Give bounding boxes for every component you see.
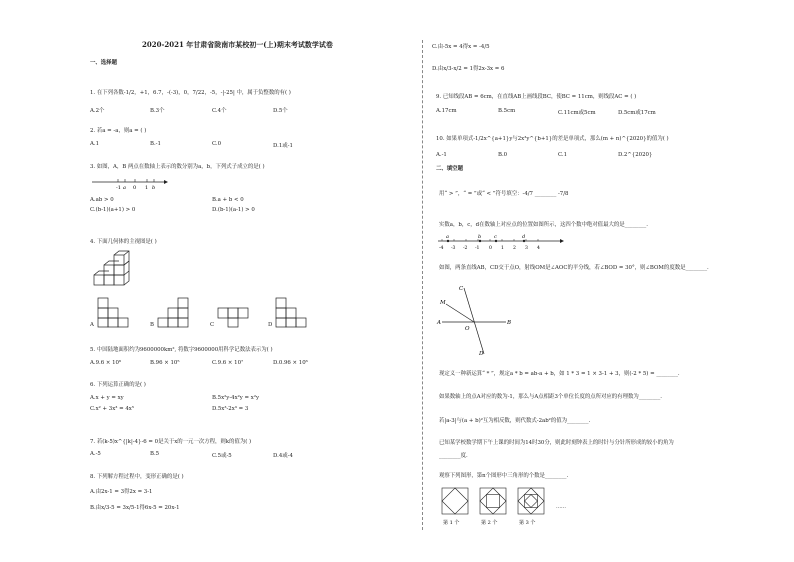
f12-tick-1: 1	[501, 246, 504, 251]
q6-option-c: C.x² + 3x³ = 4x⁵	[90, 406, 134, 412]
f18-caption-2: 第 2 个	[481, 520, 498, 526]
q5-option-c: C.9.6 × 10⁷	[212, 360, 244, 366]
q1-option-a: A.2个	[90, 108, 105, 114]
q4-option-a: A	[90, 322, 94, 328]
q10-option-c: C.1	[558, 152, 568, 158]
fill-13: 如图，两条直线AB，CD交于点O，射线OM是∠AOC的平分线，若∠BOD = 30°，则∠BOM的度数是________.	[439, 265, 709, 271]
q7-option-b: B.5	[150, 451, 160, 457]
f13-label-a: A	[437, 320, 441, 326]
fill-12-number-line	[436, 230, 566, 252]
f12-tick-2: 2	[513, 246, 516, 251]
q9-stem: 9. 已知线段AB = 6cm，在直线AB上画线段BC，使BC = 11cm，则线段AC = ( )	[436, 94, 637, 100]
fill-15: 如果数轴上的点A对应的数为-1，那么与A点相距3个单位长度的点所对应的有理数为________.	[439, 394, 663, 400]
f12-label-a: a	[446, 234, 449, 240]
q9-option-c: C.11cm或5cm	[558, 110, 596, 116]
q8-stem: 8. 下列解方程过程中，变形正确的是( )	[90, 474, 184, 480]
section-fill: 二、填空题	[436, 166, 463, 172]
f12-tick-0: 0	[489, 246, 492, 251]
f18-caption-3: 第 3 个	[519, 520, 536, 526]
q2-option-a: A.1	[90, 141, 100, 147]
q6-option-d: D.5x³-2x³ = 3	[212, 406, 249, 412]
q3-label-m1: -1	[116, 185, 121, 191]
q1-stem: 1. 在下列各数-1/2，+1，6.7，-(-3)，0，7/22，-5，-|-25| 中，属于负整数的有( )	[90, 90, 291, 96]
q2-option-c: C.0	[212, 141, 222, 147]
q3-option-c: C.(b-1)(a+1) > 0	[90, 207, 136, 213]
q6-option-b: B.5x²y-4x²y = x²y	[212, 395, 260, 401]
q7-option-c: C.5或-5	[212, 453, 232, 459]
f12-tick-3: 3	[525, 246, 528, 251]
q9-option-a: A.17cm	[436, 108, 457, 114]
q6-stem: 6. 下列运算正确的是( )	[90, 382, 146, 388]
q3-label-1: 1	[145, 185, 149, 191]
f13-label-b: B	[507, 320, 512, 326]
q4-view-b	[150, 294, 200, 328]
q1-option-d: D.5个	[273, 108, 288, 114]
f12-tick-m3: -3	[451, 246, 456, 251]
f18-ellipsis: ……	[556, 504, 566, 510]
q3-label-a: a	[123, 185, 126, 191]
f13-label-d: D	[479, 351, 484, 357]
q3-label-b: b	[152, 185, 156, 191]
section-choice: 一、选择题	[90, 60, 117, 66]
f12-tick-m1: -1	[475, 246, 480, 251]
f13-label-m: M	[440, 300, 446, 306]
f12-tick-m4: -4	[439, 246, 444, 251]
q3-stem: 3. 如图，A，B 两点在数轴上表示的数分别为a，b，下列式子成立的是( )	[90, 164, 265, 170]
q9-option-d: D.5cm或17cm	[618, 110, 656, 116]
fill-17-line1: 已知某学校数学期下午上课的时间为14时30分，则此时刻钟表上的时针与分针所形成的较小的角为	[439, 440, 674, 446]
fill-12: 实数a，b，c，d在数轴上对应点的位置如图所示，这四个数中绝对值最大的是________.	[439, 222, 648, 228]
q8-option-c: C.由-5x = 4得x = -4/5	[432, 44, 490, 50]
fill-14: 现定义一种新运算“ * ”，规定a * b = ab-a + b，如 1 * 3 = 1 × 3-1 + 3，则(-2 * 5) = ________.	[439, 371, 680, 377]
q3-option-b: B.a + b < 0	[212, 197, 244, 203]
fill-13-figure	[434, 280, 524, 360]
fill-18: 观察下列图形，第n个图形中三角形的个数是________.	[439, 473, 569, 479]
q8-option-b: B.由x/3-5 = 3x/5-1得6x-5 = 20x-1	[90, 505, 180, 511]
q3-number-line	[90, 174, 170, 194]
f18-caption-1: 第 1 个	[443, 520, 460, 526]
q4-view-a	[90, 294, 140, 328]
f12-tick-m2: -2	[463, 246, 468, 251]
f12-label-d: d	[522, 234, 526, 240]
q2-option-b: B.-1	[150, 141, 161, 147]
q2-stem: 2. 若a = -a，则a = ( )	[90, 128, 147, 134]
fill-18-figures	[440, 486, 590, 528]
q5-stem: 5. 中国陆地面积约为9600000km², 将数字9600000用科学记数法表示为( )	[90, 347, 273, 353]
q4-view-d	[268, 294, 318, 328]
q7-option-a: A.-5	[90, 451, 101, 457]
q10-option-d: D.2^{2020}	[618, 152, 653, 158]
q3-option-a: A.ab > 0	[90, 197, 114, 203]
q4-option-d: D	[268, 322, 273, 328]
f12-tick-4: 4	[537, 246, 540, 251]
fill-17-line2: ________度.	[439, 453, 468, 459]
f12-label-b: b	[478, 234, 482, 240]
q2-option-d: D.1或-1	[273, 143, 293, 149]
q4-option-c: C	[210, 322, 215, 328]
q8-option-a: A.由2x-1 = 3得2x = 3-1	[90, 489, 153, 495]
fill-11: 用“ > ”，“ = ”或“ < ”符号填空：-4/7 ________ -7/8	[439, 191, 569, 197]
q8-option-d: D.由x/3-x/2 = 1得2x-3x = 6	[432, 66, 505, 72]
q4-stem: 4. 下面几何体的主视图是( )	[90, 239, 157, 245]
q4-option-b: B	[150, 322, 154, 328]
f13-label-o: O	[465, 326, 470, 332]
q5-option-a: A.9.6 × 10⁶	[90, 360, 122, 366]
f13-label-c: C	[459, 286, 464, 292]
q4-view-c	[210, 294, 260, 328]
q1-option-c: C.4个	[212, 108, 227, 114]
q1-option-b: B.3个	[150, 108, 165, 114]
q7-option-d: D.4或-4	[273, 453, 293, 459]
q7-stem: 7. 若(k-5)x^{|k|-4}-6 = 0是关于x的一元一次方程，则k的值为( )	[90, 439, 252, 445]
q3-option-d: D.(b-1)(a-1) > 0	[212, 207, 255, 213]
q10-stem: 10. 如果单项式-1/2x^{a+1}y与2x³y^{b+1}的差是单项式，那么(m + n)^{2020}的值为( )	[436, 136, 669, 142]
q10-option-a: A.-1	[436, 152, 447, 158]
q5-option-d: D.0.96 × 10⁶	[273, 360, 308, 366]
q6-option-a: A.x + y = xy	[90, 395, 124, 401]
q3-label-0: 0	[133, 185, 137, 191]
f12-label-c: c	[494, 234, 497, 240]
fill-16: 若|a-3|与(a + b)²互为相反数，则代数式-2ab²的值为________.	[439, 418, 591, 424]
q5-option-b: B.96 × 10⁵	[150, 360, 180, 366]
q9-option-b: B.5cm	[498, 108, 516, 114]
q10-option-b: B.0	[498, 152, 508, 158]
column-separator	[422, 40, 423, 530]
q4-solid-figure	[90, 247, 140, 289]
page-title: 2020-2021 年甘肃省陇南市某校初一(上)期末考试数学试卷	[142, 40, 333, 49]
